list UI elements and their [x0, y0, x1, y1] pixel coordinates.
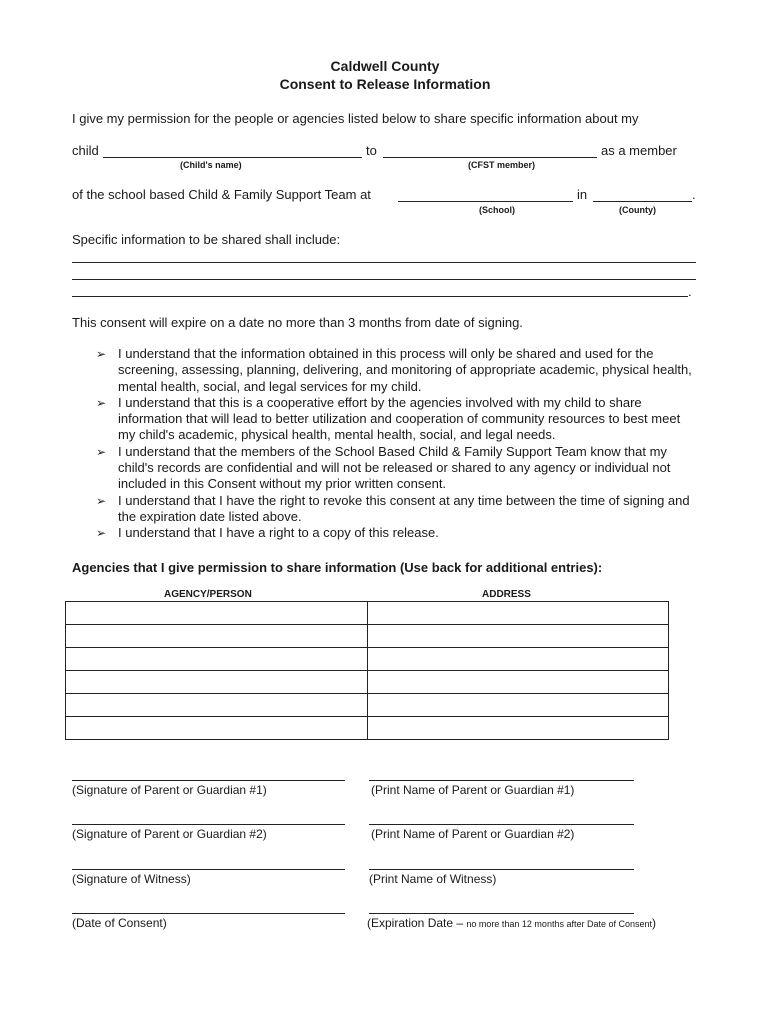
parent2-signature-label: (Signature of Parent or Guardian #2) — [72, 827, 267, 841]
parent2-print-line[interactable] — [369, 824, 634, 825]
cfst-member-caption: (CFST member) — [468, 160, 536, 170]
address-cell[interactable] — [368, 625, 669, 648]
statement-text: I understand that I have the right to revoke this consent at any time between the time of signing and the expiration date listed above. — [118, 492, 690, 524]
agency-cell[interactable] — [66, 717, 368, 740]
specific-info-label: Specific information to be shared shall include: — [72, 232, 341, 247]
list-item — [96, 444, 696, 493]
expiration-prefix: (Expiration Date – — [367, 916, 464, 930]
statement-text: I understand that I have a right to a copy of this release. — [118, 525, 439, 541]
list-item — [96, 395, 696, 444]
agency-cell[interactable] — [66, 671, 368, 694]
parent2-signature-line[interactable] — [72, 824, 345, 825]
arrow-bullet-icon: ➢ — [96, 493, 107, 508]
cfst-member-field[interactable] — [383, 157, 597, 158]
address-cell[interactable] — [368, 671, 669, 694]
witness-print-line[interactable] — [369, 869, 634, 870]
county-title: Caldwell County — [330, 58, 440, 74]
address-cell[interactable] — [368, 602, 669, 625]
expiration-suffix: ) — [652, 916, 656, 930]
agencies-table — [65, 601, 669, 740]
arrow-bullet-icon: ➢ — [96, 444, 107, 459]
address-column-header: ADDRESS — [482, 589, 531, 600]
agency-cell[interactable] — [66, 625, 368, 648]
child-name-caption: (Child's name) — [180, 160, 242, 170]
address-cell[interactable] — [368, 717, 669, 740]
county-field[interactable] — [593, 201, 692, 202]
parent1-signature-label: (Signature of Parent or Guardian #1) — [72, 783, 267, 797]
expiration-date-label — [367, 916, 656, 930]
witness-print-label: (Print Name of Witness) — [369, 872, 497, 886]
table-row — [66, 717, 669, 740]
expiry-text: This consent will expire on a date no more than 3 months from date of signing. — [72, 315, 523, 330]
table-row — [66, 694, 669, 717]
date-of-consent-line[interactable] — [72, 913, 345, 914]
specific-info-line-2[interactable] — [72, 279, 696, 280]
expiration-note: no more than 12 months after Date of Consent — [466, 919, 652, 929]
in-text: in — [577, 187, 588, 202]
agency-cell[interactable] — [66, 602, 368, 625]
expiration-date-line[interactable] — [369, 913, 634, 914]
specific-info-line-3[interactable] — [72, 296, 688, 297]
school-caption: (School) — [479, 205, 515, 215]
arrow-bullet-icon: ➢ — [96, 347, 107, 361]
date-of-consent-label: (Date of Consent) — [72, 916, 167, 930]
to-text: to — [366, 143, 377, 158]
arrow-bullet-icon: ➢ — [96, 395, 107, 410]
witness-signature-label: (Signature of Witness) — [72, 872, 191, 886]
agency-cell[interactable] — [66, 648, 368, 671]
child-name-field[interactable] — [103, 157, 362, 158]
form-title: Consent to Release Information — [279, 76, 491, 92]
specific-info-period: . — [688, 284, 692, 299]
county-caption: (County) — [619, 205, 656, 215]
school-field[interactable] — [398, 201, 573, 202]
specific-info-line-1[interactable] — [72, 262, 696, 263]
statement-text: I understand that the information obtained in this process will only be shared and used for the screening, assessing, planning, delivering, and monitoring of appropriate academic, physical health, mental health, social, and legal services for my child. — [118, 346, 692, 394]
agency-cell[interactable] — [66, 694, 368, 717]
agency-column-header: AGENCY/PERSON — [164, 589, 252, 600]
table-row — [66, 671, 669, 694]
table-row — [66, 625, 669, 648]
agencies-heading: Agencies that I give permission to share information (Use back for additional entries): — [72, 560, 603, 575]
table-row — [66, 602, 669, 625]
consent-statements — [96, 346, 696, 542]
member-text: as a member — [601, 143, 677, 158]
address-cell[interactable] — [368, 648, 669, 671]
arrow-bullet-icon: ➢ — [96, 526, 107, 541]
intro-line: I give my permission for the people or agencies listed below to share specific information about my — [72, 111, 639, 126]
witness-signature-line[interactable] — [72, 869, 345, 870]
list-item — [96, 493, 696, 526]
address-cell[interactable] — [368, 694, 669, 717]
period: . — [692, 187, 696, 202]
list-item — [96, 346, 696, 395]
list-item — [96, 525, 696, 541]
child-prefix: child — [72, 143, 99, 158]
parent1-print-line[interactable] — [369, 780, 634, 781]
statement-text: I understand that the members of the School Based Child & Family Support Team know that my child's records are confidential and will not be released or shared to any agency or individual not included in this Consent without my prior written consent. — [118, 443, 671, 492]
parent1-print-label: (Print Name of Parent or Guardian #1) — [371, 783, 575, 797]
statement-text: I understand that this is a cooperative effort by the agencies involved with my child to share information that will lead to better utilization and cooperation of community resources to best meet my child's academic, physical health, mental health, social, and legal needs. — [118, 394, 681, 443]
parent2-print-label: (Print Name of Parent or Guardian #2) — [371, 827, 575, 841]
table-row — [66, 648, 669, 671]
team-text: of the school based Child & Family Support Team at — [72, 187, 371, 202]
parent1-signature-line[interactable] — [72, 780, 345, 781]
